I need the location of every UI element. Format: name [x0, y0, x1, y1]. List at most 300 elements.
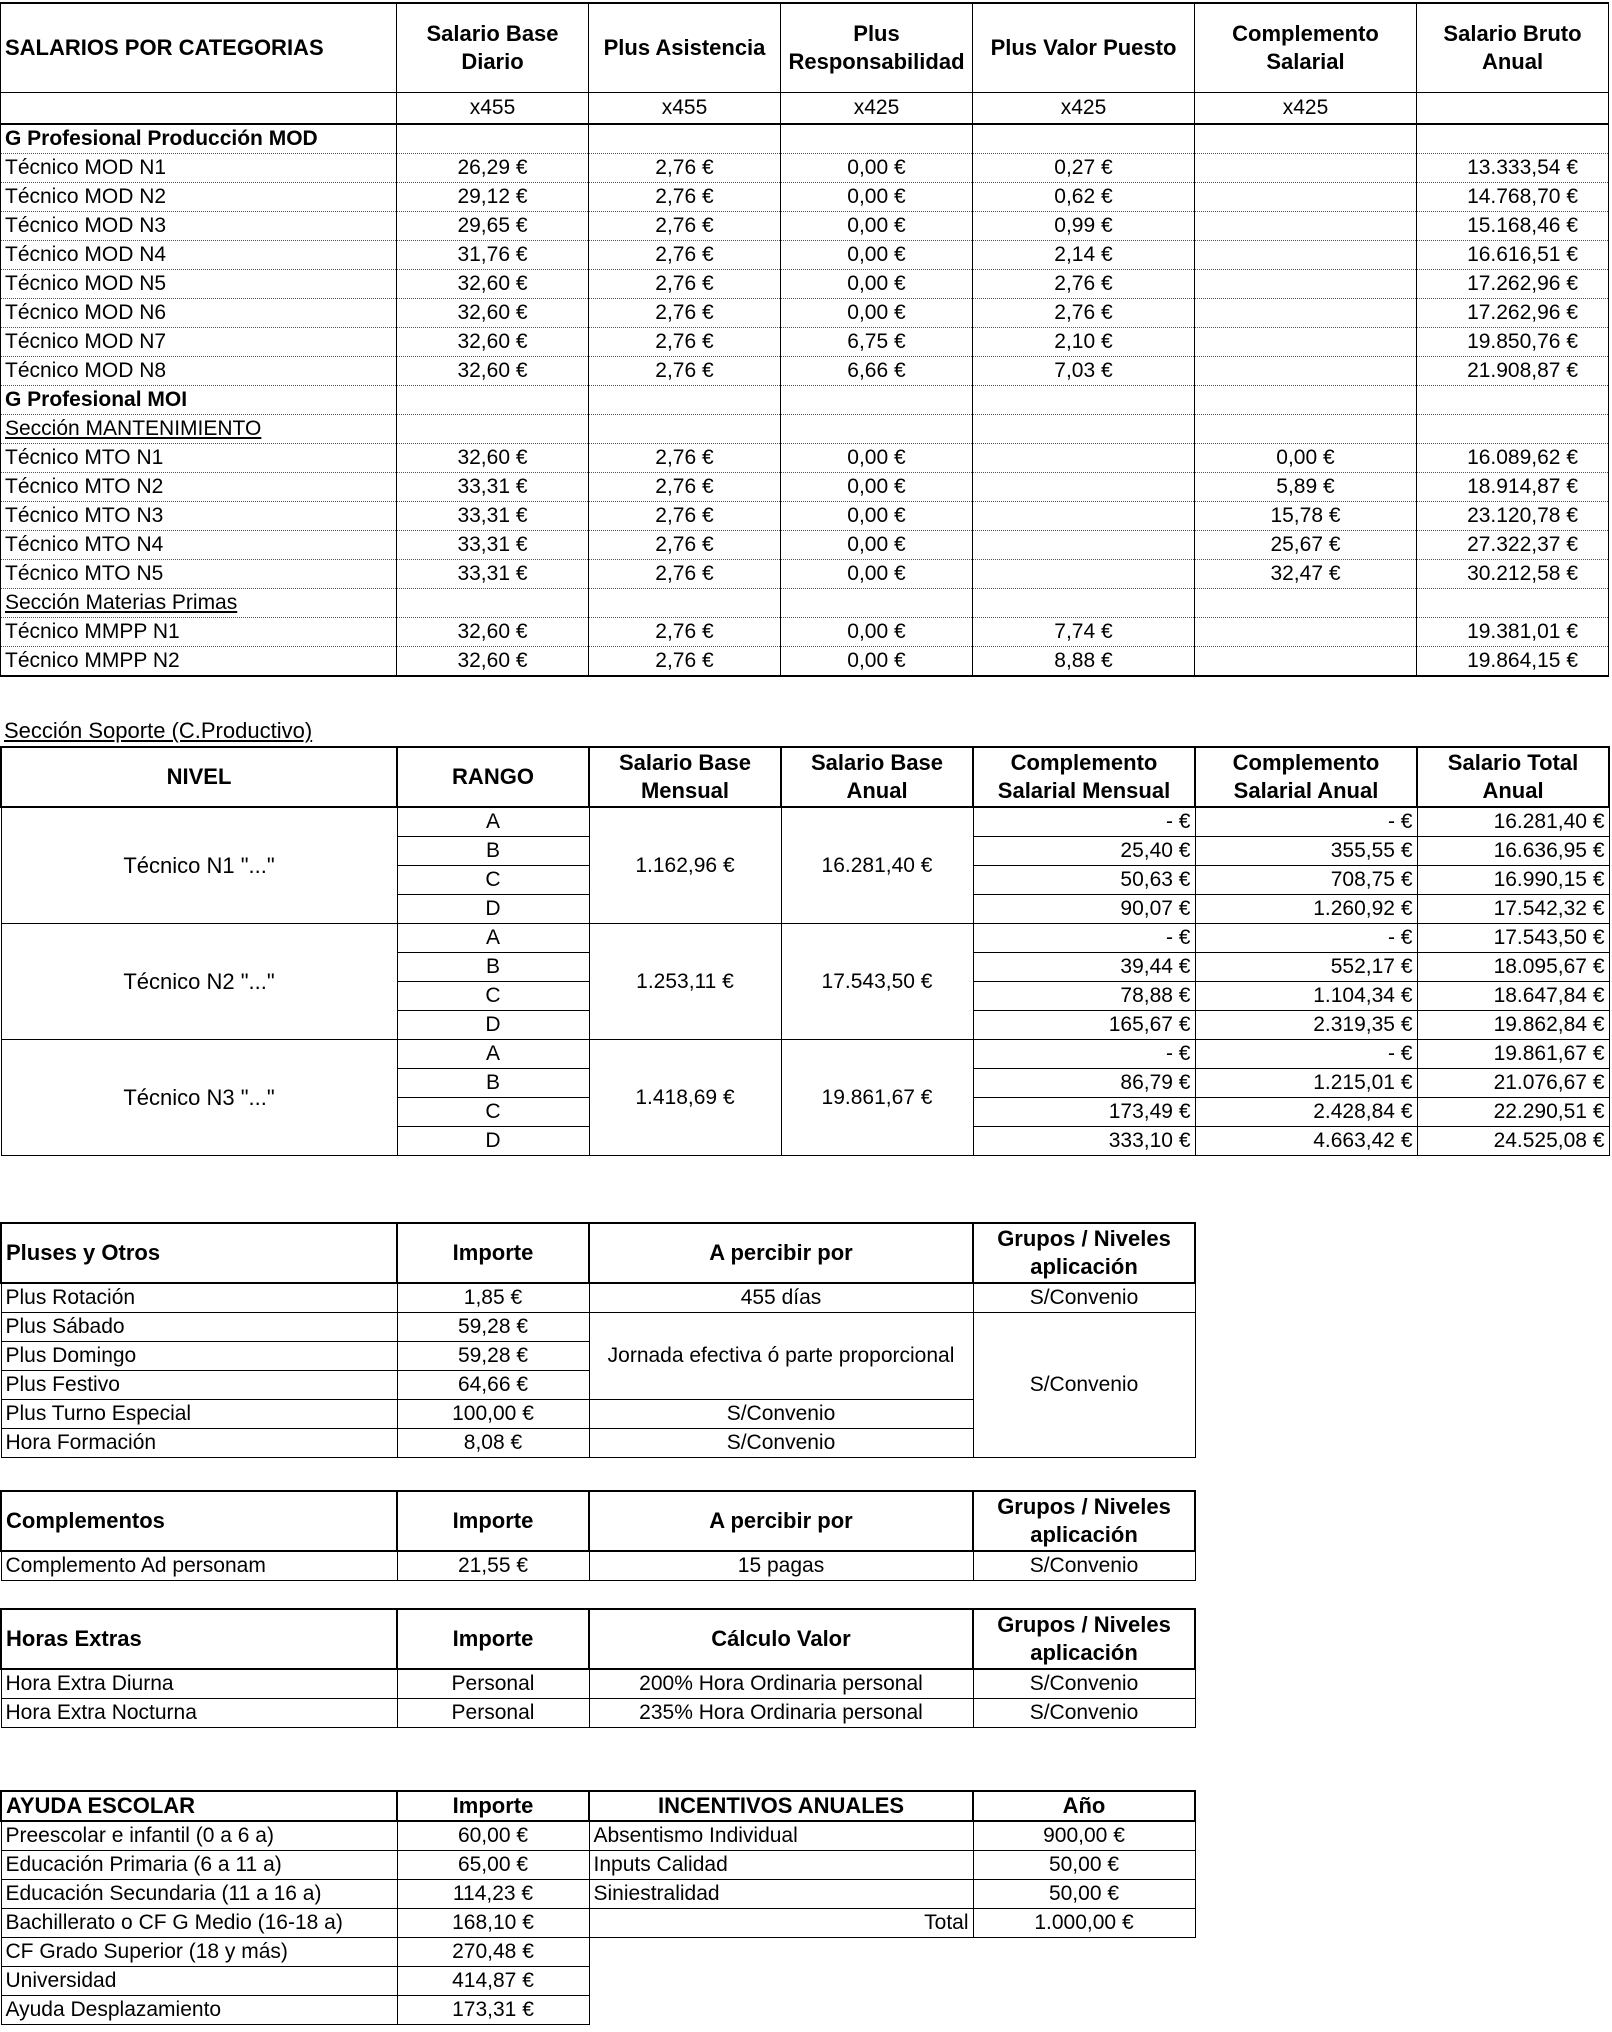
complementos-table [0, 1490, 1196, 1581]
base-anual-cell: 16.281,40 € [781, 807, 973, 924]
value-cell: 32,47 € [1195, 560, 1417, 589]
total-anual-cell: 22.290,51 € [1417, 1098, 1609, 1127]
row-label: Plus Domingo [1, 1342, 397, 1371]
importe-cell: 270,48 € [397, 1938, 589, 1967]
table-row [1, 647, 1609, 677]
calculo-cell: 235% Hora Ordinaria personal [589, 1699, 973, 1728]
table-row [1, 1040, 1609, 1069]
group-row [1, 124, 1609, 154]
value-cell: 26,29 € [397, 154, 589, 183]
rango-cell: C [397, 1098, 589, 1127]
importe-cell: 21,55 € [397, 1551, 589, 1581]
row-label: Técnico MOD N5 [1, 270, 397, 299]
value-cell: 21.908,87 € [1417, 357, 1609, 386]
header-cell: AYUDA ESCOLAR [1, 1791, 397, 1821]
value-cell: 30.212,58 € [1417, 560, 1609, 589]
value-cell: 0,00 € [1195, 444, 1417, 473]
row-label: Absentismo Individual [589, 1821, 973, 1851]
value-cell: 0,00 € [781, 270, 973, 299]
table-row [1, 531, 1609, 560]
multiplier-cell: x425 [973, 93, 1195, 125]
value-cell: 0,00 € [781, 212, 973, 241]
value-cell [1195, 415, 1417, 444]
value-cell: 27.322,37 € [1417, 531, 1609, 560]
comp-anual-cell: 4.663,42 € [1195, 1127, 1417, 1156]
row-label: Plus Rotación [1, 1283, 397, 1313]
table-row [1, 1283, 1195, 1313]
importe-cell: 60,00 € [397, 1821, 589, 1851]
value-cell: 0,62 € [973, 183, 1195, 212]
importe-cell: 59,28 € [397, 1342, 589, 1371]
header-cell: Pluses y Otros [1, 1223, 397, 1283]
row-label: Educación Primaria (6 a 11 a) [1, 1851, 397, 1880]
row-label: CF Grado Superior (18 y más) [1, 1938, 397, 1967]
importe-cell: 50,00 € [973, 1851, 1195, 1880]
value-cell: 2,76 € [589, 502, 781, 531]
importe-cell: 59,28 € [397, 1313, 589, 1342]
table-row [1, 560, 1609, 589]
base-mensual-cell: 1.418,69 € [589, 1040, 781, 1156]
row-label: Hora Extra Diurna [1, 1669, 397, 1699]
total-anual-cell: 16.990,15 € [1417, 866, 1609, 895]
percibir-cell: S/Convenio [589, 1400, 973, 1429]
table-row [1, 1851, 589, 1880]
value-cell [589, 124, 781, 154]
value-cell [1195, 154, 1417, 183]
importe-cell: 900,00 € [973, 1821, 1195, 1851]
value-cell: 2,76 € [589, 473, 781, 502]
table-row [1, 299, 1609, 328]
value-cell [973, 386, 1195, 415]
row-label: Técnico MOD N2 [1, 183, 397, 212]
comp-mensual-cell: 165,67 € [973, 1011, 1195, 1040]
header-cell: Importe [397, 1223, 589, 1283]
comp-mensual-cell: 25,40 € [973, 837, 1195, 866]
value-cell: 32,60 € [397, 270, 589, 299]
incentivos-table [588, 1790, 1196, 1938]
value-cell [781, 386, 973, 415]
importe-cell: Personal [397, 1669, 589, 1699]
table-row [1, 154, 1609, 183]
value-cell: 32,60 € [397, 299, 589, 328]
value-cell: 6,75 € [781, 328, 973, 357]
value-cell: 7,03 € [973, 357, 1195, 386]
percibir-cell: S/Convenio [589, 1429, 973, 1458]
row-label: Técnico MOD N7 [1, 328, 397, 357]
row-label: Hora Formación [1, 1429, 397, 1458]
header-cell: Plus Asistencia [589, 3, 781, 93]
value-cell [781, 415, 973, 444]
comp-anual-cell: 708,75 € [1195, 866, 1417, 895]
table-row [1, 1669, 1195, 1699]
value-cell: 2,10 € [973, 328, 1195, 357]
value-cell: 2,76 € [589, 444, 781, 473]
rango-cell: A [397, 924, 589, 953]
value-cell: 16.616,51 € [1417, 241, 1609, 270]
row-label: Técnico MTO N5 [1, 560, 397, 589]
row-label: Hora Extra Nocturna [1, 1699, 397, 1728]
value-cell: 13.333,54 € [1417, 154, 1609, 183]
value-cell: 32,60 € [397, 444, 589, 473]
total-label: Total [589, 1909, 973, 1938]
value-cell [973, 473, 1195, 502]
comp-mensual-cell: 333,10 € [973, 1127, 1195, 1156]
header-row [1, 3, 1609, 93]
value-cell: 0,00 € [781, 299, 973, 328]
header-cell: Grupos / Niveles aplicación [973, 1609, 1195, 1669]
header-cell: A percibir por [589, 1491, 973, 1551]
row-label: Inputs Calidad [589, 1851, 973, 1880]
value-cell: 33,31 € [397, 560, 589, 589]
value-cell: 2,14 € [973, 241, 1195, 270]
row-label: Técnico MMPP N2 [1, 647, 397, 677]
table-row [589, 1880, 1195, 1909]
soporte-table [0, 746, 1610, 1156]
table-row [1, 1821, 589, 1851]
value-cell: 0,00 € [781, 444, 973, 473]
value-cell: 33,31 € [397, 502, 589, 531]
row-label: Técnico MOD N4 [1, 241, 397, 270]
comp-mensual-cell: - € [973, 807, 1195, 837]
importe-cell: 50,00 € [973, 1880, 1195, 1909]
multiplier-cell: x455 [397, 93, 589, 125]
total-anual-cell: 17.543,50 € [1417, 924, 1609, 953]
value-cell: 8,88 € [973, 647, 1195, 677]
comp-mensual-cell: - € [973, 924, 1195, 953]
row-label: Técnico MMPP N1 [1, 618, 397, 647]
table-row [1, 270, 1609, 299]
value-cell: 2,76 € [589, 154, 781, 183]
value-cell: 2,76 € [973, 299, 1195, 328]
rango-cell: B [397, 837, 589, 866]
value-cell: 0,00 € [781, 647, 973, 677]
importe-cell: 8,08 € [397, 1429, 589, 1458]
comp-anual-cell: - € [1195, 1040, 1417, 1069]
row-label: Plus Sábado [1, 1313, 397, 1342]
nivel-cell: Técnico N3 "..." [1, 1040, 397, 1156]
importe-cell: Personal [397, 1699, 589, 1728]
percibir-cell: 455 días [589, 1283, 973, 1313]
header-cell: Salario Base Anual [781, 747, 973, 807]
header-cell: Complemento Salarial Anual [1195, 747, 1417, 807]
value-cell [973, 531, 1195, 560]
value-cell: 23.120,78 € [1417, 502, 1609, 531]
value-cell: 25,67 € [1195, 531, 1417, 560]
group-row [1, 386, 1609, 415]
value-cell: 32,60 € [397, 618, 589, 647]
table-row [1, 502, 1609, 531]
pluses-header-row [1, 1223, 1195, 1283]
total-anual-cell: 19.861,67 € [1417, 1040, 1609, 1069]
row-label: Preescolar e infantil (0 a 6 a) [1, 1821, 397, 1851]
grupo-cell: S/Convenio [973, 1313, 1195, 1458]
value-cell [781, 124, 973, 154]
value-cell: 2,76 € [589, 183, 781, 212]
value-cell [973, 589, 1195, 618]
header-cell: Horas Extras [1, 1609, 397, 1669]
value-cell: 32,60 € [397, 328, 589, 357]
header-cell: Salario Bruto Anual [1417, 3, 1609, 93]
header-cell: Salario Base Mensual [589, 747, 781, 807]
nivel-cell: Técnico N2 "..." [1, 924, 397, 1040]
rango-cell: C [397, 982, 589, 1011]
value-cell [397, 415, 589, 444]
value-cell: 0,00 € [781, 560, 973, 589]
comp-mensual-cell: 39,44 € [973, 953, 1195, 982]
complementos-header-row [1, 1491, 1195, 1551]
importe-cell: 1,85 € [397, 1283, 589, 1313]
table-row [1, 241, 1609, 270]
value-cell [1195, 124, 1417, 154]
value-cell: 0,27 € [973, 154, 1195, 183]
comp-anual-cell: 2.319,35 € [1195, 1011, 1417, 1040]
row-label: Técnico MTO N1 [1, 444, 397, 473]
header-cell: Importe [397, 1791, 589, 1821]
percibir-cell: Jornada efectiva ó parte proporcional [589, 1313, 973, 1400]
rango-cell: C [397, 866, 589, 895]
header-cell: Complemento Salarial Mensual [973, 747, 1195, 807]
table-row [1, 1880, 589, 1909]
value-cell: 2,76 € [589, 647, 781, 677]
value-cell [973, 415, 1195, 444]
total-anual-cell: 16.636,95 € [1417, 837, 1609, 866]
comp-anual-cell: 552,17 € [1195, 953, 1417, 982]
value-cell: 2,76 € [589, 357, 781, 386]
comp-mensual-cell: - € [973, 1040, 1195, 1069]
row-label: G Profesional Producción MOD [1, 124, 397, 154]
rango-cell: A [397, 807, 589, 837]
table-row [1, 618, 1609, 647]
rango-cell: D [397, 1011, 589, 1040]
row-label: Universidad [1, 1967, 397, 1996]
horas-extras-table [0, 1608, 1196, 1728]
rango-cell: D [397, 895, 589, 924]
salarios-table [0, 2, 1609, 677]
row-label: Técnico MOD N3 [1, 212, 397, 241]
value-cell: 0,00 € [781, 183, 973, 212]
header-cell: Salario Total Anual [1417, 747, 1609, 807]
value-cell [781, 589, 973, 618]
value-cell [1195, 357, 1417, 386]
header-cell: Grupos / Niveles aplicación [973, 1491, 1195, 1551]
value-cell: 33,31 € [397, 473, 589, 502]
comp-mensual-cell: 90,07 € [973, 895, 1195, 924]
row-label: Siniestralidad [589, 1880, 973, 1909]
table-row [1, 357, 1609, 386]
value-cell: 2,76 € [589, 270, 781, 299]
table-row [1, 1996, 589, 2025]
header-cell: RANGO [397, 747, 589, 807]
value-cell: 19.381,01 € [1417, 618, 1609, 647]
value-cell: 32,60 € [397, 647, 589, 677]
rango-cell: B [397, 1069, 589, 1098]
table-row [1, 1938, 589, 1967]
value-cell [1417, 386, 1609, 415]
comp-anual-cell: 1.104,34 € [1195, 982, 1417, 1011]
value-cell [1195, 241, 1417, 270]
multiplier-row [1, 93, 1609, 125]
importe-cell: 65,00 € [397, 1851, 589, 1880]
comp-anual-cell: 1.260,92 € [1195, 895, 1417, 924]
value-cell [1195, 618, 1417, 647]
value-cell [1195, 589, 1417, 618]
table-row [1, 1551, 1195, 1581]
rango-cell: B [397, 953, 589, 982]
value-cell: 0,99 € [973, 212, 1195, 241]
value-cell: 33,31 € [397, 531, 589, 560]
percibir-cell: 15 pagas [589, 1551, 973, 1581]
base-anual-cell: 17.543,50 € [781, 924, 973, 1040]
multiplier-cell: x425 [1195, 93, 1417, 125]
comp-mensual-cell: 78,88 € [973, 982, 1195, 1011]
multiplier-cell [1, 93, 397, 125]
header-cell: INCENTIVOS ANUALES [589, 1791, 973, 1821]
base-anual-cell: 19.861,67 € [781, 1040, 973, 1156]
total-anual-cell: 19.862,84 € [1417, 1011, 1609, 1040]
soporte-header-row [1, 747, 1609, 807]
grupo-cell: S/Convenio [973, 1669, 1195, 1699]
total-anual-cell: 16.281,40 € [1417, 807, 1609, 837]
value-cell [589, 589, 781, 618]
rango-cell: D [397, 1127, 589, 1156]
table-row [1, 473, 1609, 502]
header-cell: Complementos [1, 1491, 397, 1551]
table-row [1, 444, 1609, 473]
row-label: Plus Festivo [1, 1371, 397, 1400]
rango-cell: A [397, 1040, 589, 1069]
value-cell [1195, 212, 1417, 241]
header-cell: NIVEL [1, 747, 397, 807]
row-label: Técnico MOD N6 [1, 299, 397, 328]
table-title: SALARIOS POR CATEGORIAS [1, 3, 397, 93]
value-cell [397, 386, 589, 415]
value-cell: 0,00 € [781, 502, 973, 531]
header-cell: Complemento Salarial [1195, 3, 1417, 93]
total-anual-cell: 17.542,32 € [1417, 895, 1609, 924]
calculo-cell: 200% Hora Ordinaria personal [589, 1669, 973, 1699]
table-row [589, 1821, 1195, 1851]
value-cell [973, 124, 1195, 154]
header-cell: Año [973, 1791, 1195, 1821]
value-cell: 0,00 € [781, 241, 973, 270]
value-cell: 19.864,15 € [1417, 647, 1609, 677]
value-cell: 0,00 € [781, 531, 973, 560]
ayuda-header-row [1, 1791, 589, 1821]
header-cell: Importe [397, 1609, 589, 1669]
value-cell: 19.850,76 € [1417, 328, 1609, 357]
table-row [1, 807, 1609, 837]
total-anual-cell: 21.076,67 € [1417, 1069, 1609, 1098]
multiplier-cell [1417, 93, 1609, 125]
value-cell: 2,76 € [589, 241, 781, 270]
table-row [1, 183, 1609, 212]
value-cell: 0,00 € [781, 473, 973, 502]
comp-anual-cell: - € [1195, 924, 1417, 953]
header-cell: Grupos / Niveles aplicación [973, 1223, 1195, 1283]
value-cell: 5,89 € [1195, 473, 1417, 502]
comp-anual-cell: - € [1195, 807, 1417, 837]
total-anual-cell: 24.525,08 € [1417, 1127, 1609, 1156]
value-cell [397, 124, 589, 154]
value-cell [1195, 647, 1417, 677]
row-label: Técnico MOD N1 [1, 154, 397, 183]
soporte-title: Sección Soporte (C.Productivo) [4, 718, 313, 743]
ayuda-escolar-table [0, 1790, 590, 2025]
row-label: Bachillerato o CF G Medio (16-18 a) [1, 1909, 397, 1938]
multiplier-cell: x455 [589, 93, 781, 125]
value-cell: 14.768,70 € [1417, 183, 1609, 212]
row-label: Ayuda Desplazamiento [1, 1996, 397, 2025]
comp-anual-cell: 2.428,84 € [1195, 1098, 1417, 1127]
multiplier-cell: x425 [781, 93, 973, 125]
section-row [1, 415, 1609, 444]
header-cell: Plus Responsabilidad [781, 3, 973, 93]
row-label: Sección Materias Primas [1, 589, 397, 618]
value-cell: 29,65 € [397, 212, 589, 241]
value-cell [1417, 124, 1609, 154]
value-cell: 32,60 € [397, 357, 589, 386]
table-row [589, 1851, 1195, 1880]
value-cell [1195, 183, 1417, 212]
row-label: Técnico MOD N8 [1, 357, 397, 386]
value-cell: 2,76 € [589, 328, 781, 357]
importe-cell: 114,23 € [397, 1880, 589, 1909]
row-label: Educación Secundaria (11 a 16 a) [1, 1880, 397, 1909]
pluses-table [0, 1222, 1196, 1458]
value-cell [1195, 328, 1417, 357]
importe-cell: 173,31 € [397, 1996, 589, 2025]
value-cell [589, 386, 781, 415]
header-cell: Plus Valor Puesto [973, 3, 1195, 93]
row-label: Plus Turno Especial [1, 1400, 397, 1429]
table-row [1, 1967, 589, 1996]
value-cell: 18.914,87 € [1417, 473, 1609, 502]
value-cell [1195, 299, 1417, 328]
value-cell [397, 589, 589, 618]
value-cell: 29,12 € [397, 183, 589, 212]
value-cell: 17.262,96 € [1417, 270, 1609, 299]
table-row [1, 328, 1609, 357]
total-row [589, 1909, 1195, 1938]
value-cell [1195, 270, 1417, 299]
table-row [1, 1313, 1195, 1342]
value-cell [973, 444, 1195, 473]
value-cell: 2,76 € [973, 270, 1195, 299]
header-cell: Importe [397, 1491, 589, 1551]
value-cell: 7,74 € [973, 618, 1195, 647]
total-anual-cell: 18.095,67 € [1417, 953, 1609, 982]
value-cell: 0,00 € [781, 618, 973, 647]
grupo-cell: S/Convenio [973, 1551, 1195, 1581]
table-row [1, 1909, 589, 1938]
nivel-cell: Técnico N1 "..." [1, 807, 397, 924]
value-cell: 2,76 € [589, 212, 781, 241]
header-cell: A percibir por [589, 1223, 973, 1283]
header-cell: Salario Base Diario [397, 3, 589, 93]
row-label: Técnico MTO N4 [1, 531, 397, 560]
row-label: G Profesional MOI [1, 386, 397, 415]
row-label: Sección MANTENIMIENTO [1, 415, 397, 444]
importe-cell: 414,87 € [397, 1967, 589, 1996]
horas-extras-header-row [1, 1609, 1195, 1669]
comp-mensual-cell: 86,79 € [973, 1069, 1195, 1098]
comp-anual-cell: 355,55 € [1195, 837, 1417, 866]
table-row [1, 1699, 1195, 1728]
importe-cell: 64,66 € [397, 1371, 589, 1400]
value-cell: 2,76 € [589, 560, 781, 589]
grupo-cell: S/Convenio [973, 1283, 1195, 1313]
value-cell: 31,76 € [397, 241, 589, 270]
